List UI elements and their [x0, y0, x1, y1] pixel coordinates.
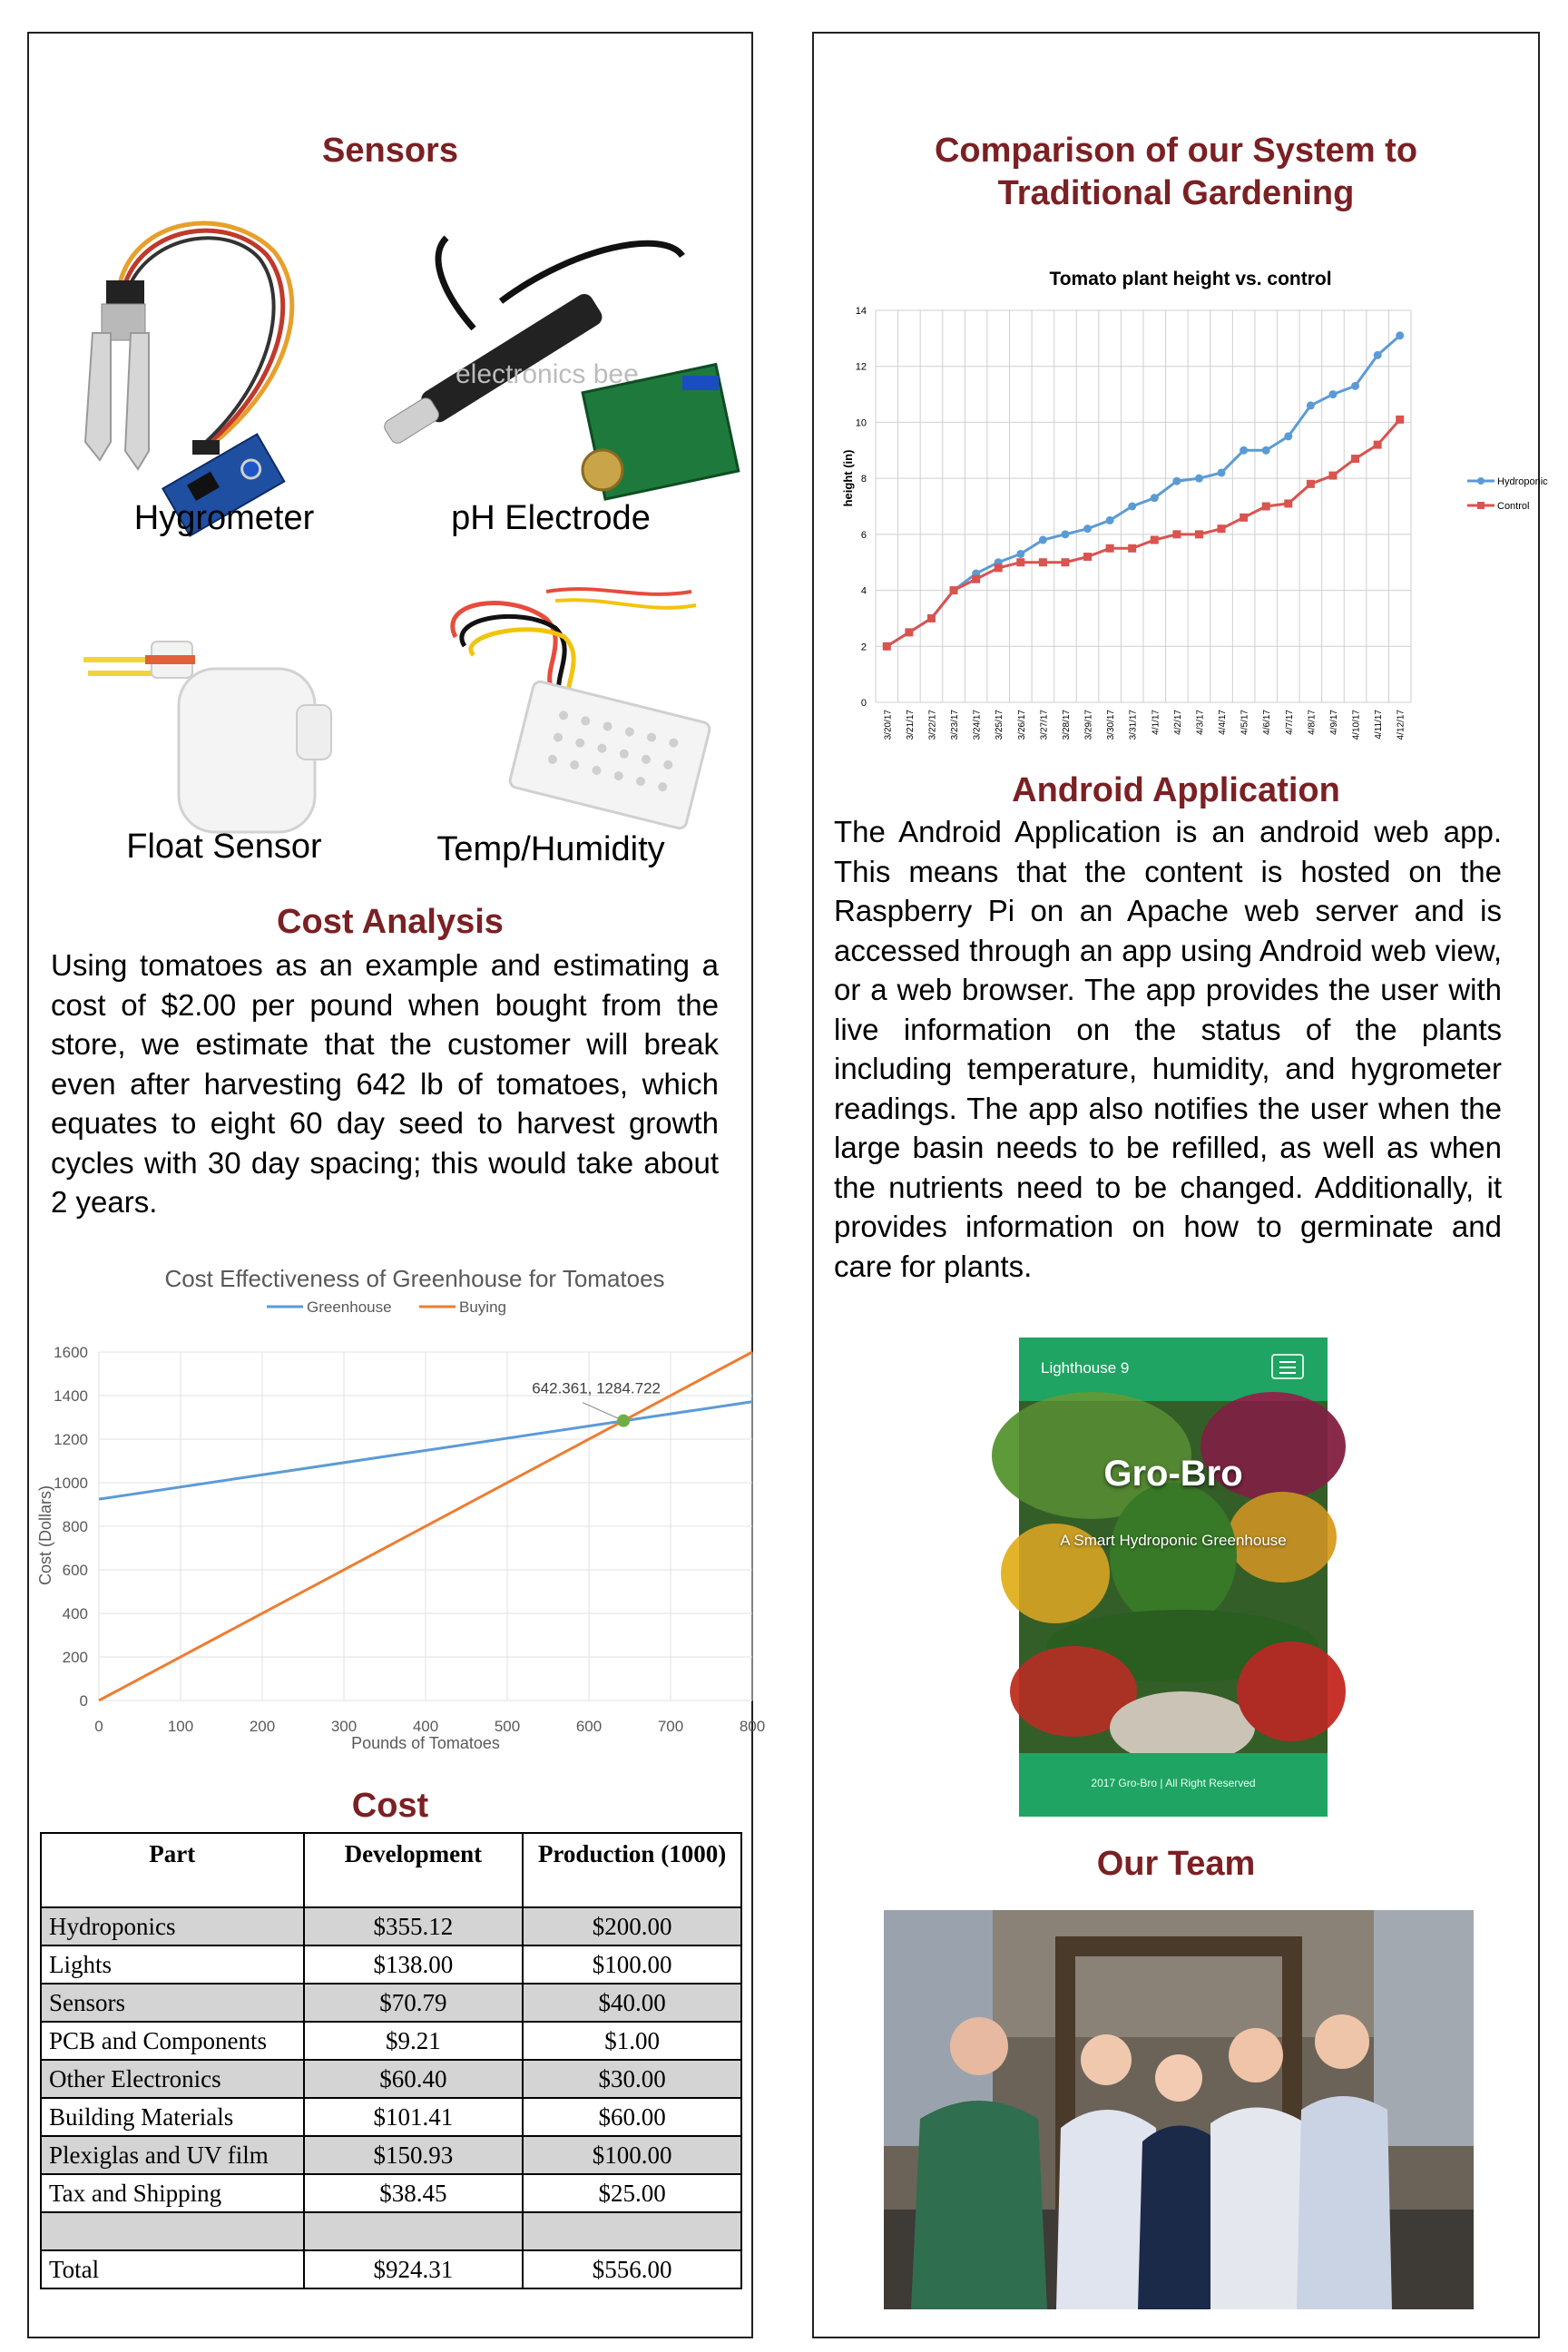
development-cell: $150.93 [304, 2136, 524, 2174]
y-tick-label: 800 [62, 1518, 88, 1535]
x-tick-label: 3/24/17 [972, 710, 983, 740]
app-footer [1019, 1753, 1328, 1817]
x-tick-label: 3/25/17 [995, 710, 1005, 740]
x-tick-label: 4/11/17 [1374, 710, 1385, 740]
x-tick-label: 500 [494, 1718, 521, 1735]
x-tick-label: 4/12/17 [1396, 710, 1406, 740]
height-chart-title: Tomato plant height vs. control [1049, 269, 1332, 289]
x-tick-label: 4/3/17 [1195, 710, 1206, 735]
column-header-development: Development [304, 1833, 524, 1907]
table-row [41, 2174, 741, 2212]
hydroponic-point [1396, 331, 1404, 339]
y-tick-label: 1200 [54, 1431, 88, 1448]
x-tick-label: 0 [94, 1718, 103, 1735]
control-point [1083, 553, 1092, 561]
development-cell: $9.21 [304, 2022, 524, 2060]
control-point [995, 564, 1003, 572]
team-heading: Our Team [1096, 1845, 1256, 1883]
part-cell: Hydroponics [41, 1907, 304, 1945]
left-panel [27, 32, 766, 2338]
x-tick-label: 4/2/17 [1172, 710, 1183, 735]
hydroponic-point [1016, 550, 1024, 558]
android-heading: Android Application [1012, 771, 1340, 809]
hydroponic-point [1172, 477, 1181, 485]
sensor-label-hygrometer: Hygrometer [133, 499, 315, 537]
hydroponic-point [1262, 446, 1270, 455]
x-tick-label: 100 [167, 1718, 194, 1735]
cost-analysis-heading: Cost Analysis [277, 903, 504, 941]
app-footer-text: 2017 Gro-Bro | All Right Reserved [1091, 1777, 1256, 1789]
control-point [1307, 480, 1315, 488]
x-tick-label: 3/26/17 [1016, 710, 1027, 740]
table-row [41, 1984, 741, 2022]
app-nav-title: Lighthouse 9 [1041, 1359, 1130, 1377]
development-cell: $60.40 [304, 2060, 524, 2098]
y-tick-label: 14 [855, 306, 867, 317]
x-tick-label: 3/31/17 [1128, 710, 1139, 740]
control-point [1061, 558, 1069, 566]
hydroponic-point [1307, 401, 1315, 409]
sensors-heading: Sensors [322, 132, 458, 170]
sensor-label-float: Float Sensor [126, 828, 322, 866]
table-row [41, 1907, 741, 1945]
development-cell: $355.12 [304, 1907, 524, 1945]
tomato-height-chart [832, 229, 1548, 773]
x-tick-label: 300 [330, 1718, 358, 1735]
x-tick-label: 600 [575, 1718, 603, 1735]
control-point [1374, 441, 1382, 449]
y-tick-label: 600 [62, 1562, 88, 1579]
column-header-part: Part [41, 1833, 304, 1907]
x-tick-label: 4/5/17 [1240, 710, 1250, 735]
column-header-production: Production (1000) [523, 1833, 741, 1907]
x-tick-label: 3/27/17 [1039, 710, 1050, 740]
comparison-heading-line1: Comparison of our System to [934, 132, 1418, 170]
x-tick-label: 3/23/17 [950, 710, 961, 740]
control-point [1016, 558, 1024, 566]
cost-chart-title: Cost Effectiveness of Greenhouse for Tomatoes [164, 1265, 665, 1292]
legend-buying: Buying [459, 1298, 506, 1316]
production-cell: $25.00 [523, 2174, 741, 2212]
cost-table [40, 1832, 742, 2289]
control-point [950, 586, 958, 594]
production-cell: $30.00 [523, 2060, 741, 2098]
hydroponic-point [1151, 494, 1159, 502]
x-tick-label: 3/20/17 [883, 710, 894, 740]
part-cell: Sensors [41, 1984, 304, 2022]
x-tick-label: 4/4/17 [1218, 710, 1229, 735]
production-cell [523, 2212, 741, 2250]
y-tick-label: 200 [62, 1649, 88, 1666]
part-cell: Total [41, 2250, 304, 2288]
control-point [1172, 530, 1181, 538]
control-point [1039, 558, 1047, 566]
hydroponic-point [1195, 475, 1203, 483]
team-photo [884, 1910, 1474, 2309]
x-tick-label: 4/10/17 [1351, 710, 1362, 740]
legend-greenhouse: Greenhouse [307, 1298, 392, 1316]
x-tick-label: 4/7/17 [1284, 710, 1295, 735]
annotation-label: 642.361, 1284.722 [532, 1379, 662, 1397]
hydroponic-point [1351, 382, 1359, 390]
hydroponic-point [1039, 536, 1047, 544]
table-row [41, 2022, 741, 2060]
x-tick-label: 200 [249, 1718, 276, 1735]
y-tick-label: 0 [860, 698, 867, 709]
part-cell: Building Materials [41, 2098, 304, 2136]
x-tick-label: 4/8/17 [1307, 710, 1318, 735]
part-cell: PCB and Components [41, 2022, 304, 2060]
y-tick-label: 12 [855, 361, 867, 373]
hydroponic-point [1106, 516, 1114, 524]
control-point [1218, 524, 1226, 533]
control-point [905, 628, 913, 636]
y-tick-label: 1000 [54, 1475, 88, 1492]
x-tick-label: 400 [412, 1718, 439, 1735]
control-point [1128, 544, 1136, 553]
x-tick-label: 3/21/17 [905, 710, 916, 740]
hydroponic-point [1128, 503, 1136, 511]
production-cell: $60.00 [523, 2098, 741, 2136]
hydroponic-point [1374, 351, 1382, 359]
breakeven-point [617, 1415, 630, 1427]
control-point [1351, 455, 1359, 463]
x-tick-label: 800 [739, 1718, 766, 1735]
production-cell: $1.00 [523, 2022, 741, 2060]
production-cell: $556.00 [523, 2250, 741, 2288]
development-cell: $38.45 [304, 2174, 524, 2212]
height-chart-ylabel: height (in) [841, 449, 855, 507]
y-tick-label: 1400 [54, 1387, 88, 1405]
sensor-label-ph: pH Electrode [451, 499, 651, 537]
control-point [1262, 503, 1270, 511]
app-screenshot [1019, 1338, 1328, 1817]
y-tick-label: 8 [860, 474, 867, 485]
y-tick-label: 6 [860, 529, 867, 541]
hydroponic-point [1284, 432, 1292, 440]
production-cell: $40.00 [523, 1984, 741, 2022]
cost-heading: Cost [351, 1787, 429, 1825]
legend-control: Control [1497, 501, 1530, 512]
production-cell: $200.00 [523, 1907, 741, 1945]
ph-electrode-image [392, 220, 737, 519]
hydroponic-point [1328, 390, 1337, 398]
development-cell: $70.79 [304, 1984, 524, 2022]
production-cell: $100.00 [523, 2136, 741, 2174]
hygrometer-image [65, 197, 365, 533]
right-panel [812, 32, 1548, 2338]
production-cell: $100.00 [523, 1945, 741, 1984]
x-tick-label: 4/9/17 [1328, 710, 1339, 735]
hydroponic-point [1218, 468, 1226, 476]
x-tick-label: 4/1/17 [1151, 710, 1161, 735]
app-navbar [1019, 1338, 1328, 1401]
development-cell: $138.00 [304, 1945, 524, 1984]
cost-table-header [41, 1833, 741, 1907]
cost-chart-ylabel: Cost (Dollars) [36, 1485, 54, 1586]
table-row [41, 1945, 741, 1984]
comparison-heading-line2: Traditional Gardening [997, 174, 1355, 212]
x-tick-label: 3/22/17 [927, 710, 938, 740]
hamburger-menu-icon[interactable] [1271, 1354, 1304, 1379]
ph-watermark: electronics bee [456, 359, 639, 389]
y-tick-label: 2 [860, 642, 867, 653]
y-tick-label: 4 [860, 585, 867, 597]
part-cell: Other Electronics [41, 2060, 304, 2098]
y-tick-label: 0 [79, 1692, 88, 1710]
part-cell: Plexiglas and UV film [41, 2136, 304, 2174]
app-tagline: A Smart Hydroponic Greenhouse [1060, 1532, 1287, 1549]
control-point [1396, 416, 1404, 424]
control-point [883, 642, 891, 651]
part-cell [41, 2212, 304, 2250]
cost-chart-xlabel: Pounds of Tomatoes [351, 1734, 500, 1752]
x-tick-label: 4/6/17 [1262, 710, 1273, 735]
hydroponic-point [1061, 530, 1069, 538]
y-tick-label: 10 [855, 417, 867, 429]
table-row [41, 2136, 741, 2174]
development-cell: $924.31 [304, 2250, 524, 2288]
x-tick-label: 700 [657, 1718, 684, 1735]
control-point [1328, 472, 1337, 480]
temp-humidity-image [419, 564, 737, 846]
development-cell: $101.41 [304, 2098, 524, 2136]
android-text: The Android Application is an android web app. This means that the content is hosted on the Raspberry Pi on an Apache web server and is accessed through an app using Android web view, or a web browser. The app provides the user with live information on the status of the plants including temperature, humidity, and hygrometer readings. The app also notifies the user when the large basin needs to be refilled, as well as when the nutrients need to be changed. Additionally, it provides information on how to germinate and care for plants. [834, 815, 1502, 1283]
cost-effectiveness-chart [29, 1254, 766, 1762]
sensor-label-temp-humidity: Temp/Humidity [436, 830, 665, 868]
table-row [41, 2212, 741, 2250]
control-point [972, 575, 980, 583]
table-row [41, 2250, 741, 2288]
part-cell: Tax and Shipping [41, 2174, 304, 2212]
y-tick-label: 1600 [54, 1344, 88, 1361]
table-row [41, 2098, 741, 2136]
control-point [927, 614, 936, 622]
hydroponic-point [1083, 524, 1092, 533]
table-row [41, 2060, 741, 2098]
development-cell [304, 2212, 524, 2250]
control-point [1195, 530, 1203, 538]
x-tick-label: 3/29/17 [1083, 710, 1094, 740]
hydroponic-point [1240, 446, 1248, 455]
control-point [1240, 514, 1248, 522]
part-cell: Lights [41, 1945, 304, 1984]
legend-hydroponic: Hydroponic [1497, 476, 1548, 487]
x-tick-label: 3/30/17 [1106, 710, 1117, 740]
y-tick-label: 400 [62, 1605, 88, 1622]
app-brand: Gro-Bro [1103, 1454, 1243, 1494]
control-point [1284, 499, 1292, 507]
control-point [1151, 536, 1159, 544]
x-tick-label: 3/28/17 [1061, 710, 1072, 740]
control-point [1106, 544, 1114, 553]
cost-analysis-text: Using tomatoes as an example and estimating a cost of $2.00 per pound when bought from the store, we estimate that the customer will break even after harvesting 642 lb of tomatoes, which equates to eight 60 day seed to harvest growth cycles with 30 day spacing; this would take about 2 years. [51, 948, 719, 1219]
